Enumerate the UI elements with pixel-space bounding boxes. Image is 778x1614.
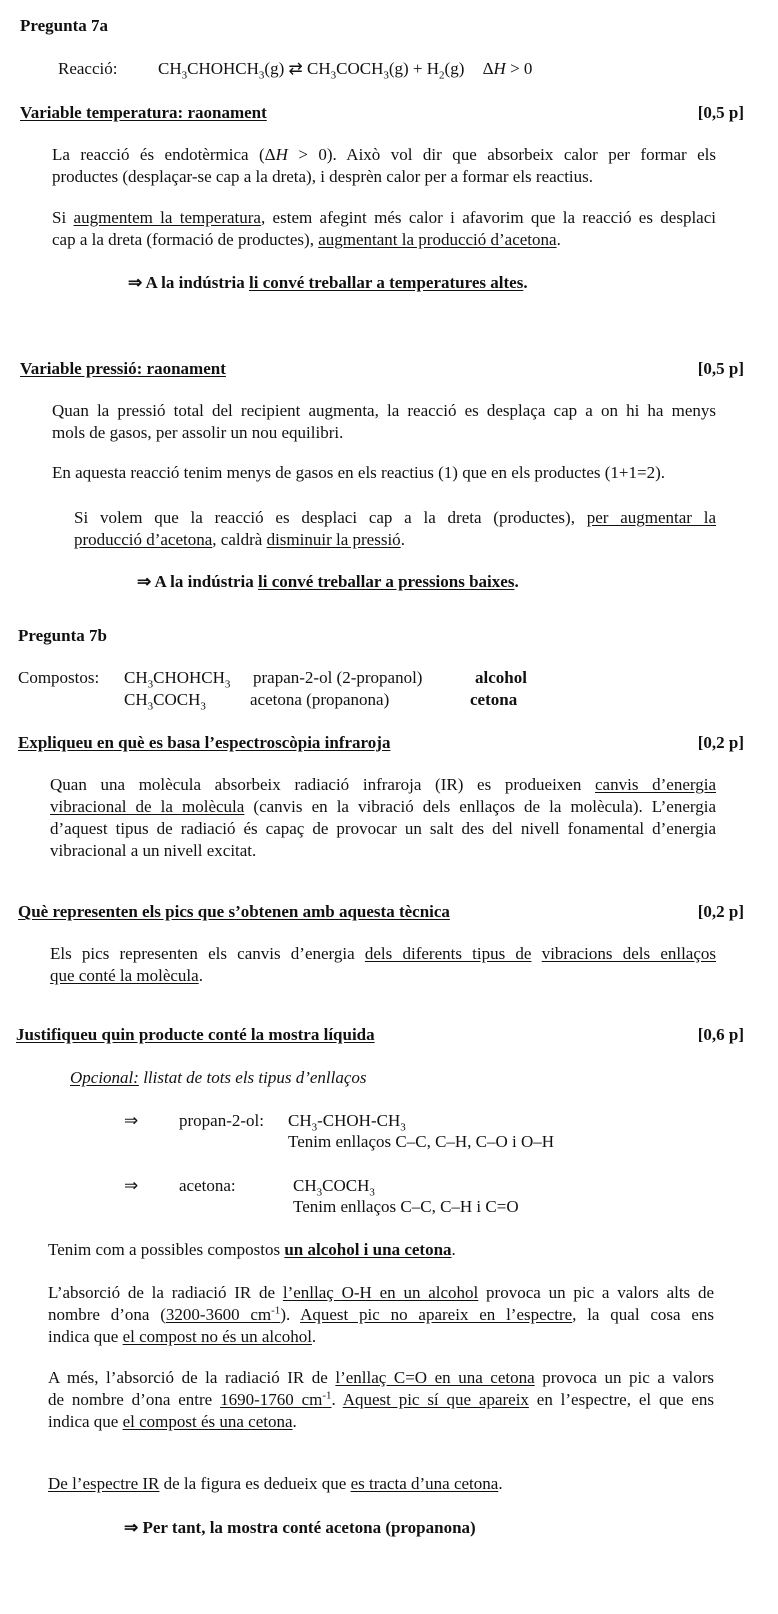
spectrum-deduction: De l’espectre IR de la figura es dedueix que es tracta d’una cetona.	[48, 1474, 503, 1493]
peaks-paragraph: Els pics representen els canvis d’energia dels diferents tipus de vibracions dels enllaços que conté la molècula.	[50, 944, 717, 985]
enthalpy-condition: ΔH > 0	[482, 59, 533, 78]
temperature-conclusion: ⇒ A la indústria li convé treballar a temperatures altes.	[128, 273, 528, 292]
co-absorption-paragraph: A més, l’absorció de la radiació IR de l’enllaç C=O en una cetona provoca un pic a valors de nombre d’ona entre 1690-1760 $cm^{-1}$. Aquest pic sí que apareix en l’espectre, el que ens indica que el compost és una cetona.	[48, 1368, 714, 1431]
compound-1-name: prapan-2-ol (2-propanol)	[253, 668, 423, 687]
justify-score: [0,6 p]	[697, 1025, 744, 1044]
reaction-label: Reacció:	[58, 59, 118, 78]
acetone-bonds: Tenim enllaços C–C, C–H i C=O	[293, 1197, 519, 1216]
temperature-score: [0,5 p]	[697, 103, 744, 122]
pressure-score: [0,5 p]	[697, 359, 744, 378]
pressure-heading: Variable pressió: raonament	[20, 359, 226, 378]
justify-heading: Justifiqueu quin producte conté la mostra líquida	[16, 1025, 375, 1044]
compound-2-formula: $CH_3COCH_3$	[124, 690, 206, 713]
compound-2-name: acetona (propanona)	[250, 690, 390, 709]
question-7a-title: Pregunta 7a	[20, 16, 108, 35]
peaks-heading: Què representen els pics que s’obtenen amb aquesta tècnica	[18, 902, 450, 921]
pressure-paragraph-2: En aquesta reacció tenim menys de gasos en els reactius (1) que en els productes (1+1=2).	[52, 463, 666, 482]
pressure-paragraph-1: Quan la pressió total del recipient augmenta, la reacció es desplaça cap a on hi ha menys mols de gasos, per assolir un nou equilibri.	[52, 401, 716, 442]
implies-arrow-icon: ⇒	[124, 1518, 139, 1537]
final-conclusion: ⇒ Per tant, la mostra conté acetona (propanona)	[124, 1518, 476, 1537]
propanol-formula: $CH_3-CHOH-CH_3$	[288, 1111, 406, 1134]
pressure-paragraph-3: Si volem que la reacció es desplaci cap a la dreta (productes), per augmentar la producció d’acetona, caldrà disminuir la pressió.	[74, 508, 716, 549]
oh-absorption-paragraph: L’absorció de la radiació IR de l’enllaç O-H en un alcohol provoca un pic a valors alts de nombre d’ona (3200-3600 $cm^{-1}$). Aquest pic no apareix en l’espectre, la qual cosa ens indica que el compost no és un alcohol.	[48, 1283, 715, 1346]
pressure-conclusion: ⇒ A la indústria li convé treballar a pressions baixes.	[137, 572, 519, 591]
compound-2-type: cetona	[470, 690, 518, 709]
propanol-label: propan-2-ol:	[179, 1111, 264, 1130]
ir-paragraph: Quan una molècula absorbeix radiació infraroja (IR) es produeixen canvis d’energia vibracional de la molècula (canvis en la vibració dels enllaços de la molècula). L’energia d’aquest tipus de radiació és capaç de provocar un salt des del nivell fonamental d’energia vibracional a un nivell excitat.	[50, 775, 716, 860]
compounds-label: Compostos:	[18, 668, 100, 687]
peaks-score: [0,2 p]	[697, 902, 744, 921]
temperature-heading: Variable temperatura: raonament	[20, 103, 267, 122]
reaction-equation: $CH_3CHOHCH_3(g)$ ⇄ $CH_3COCH_3(g) + H_2(g) \Delta H > 0$	[158, 59, 533, 82]
arrow-icon: ⇒	[124, 1176, 139, 1195]
implies-arrow-icon: ⇒	[128, 273, 143, 292]
propanol-bonds: Tenim enllaços C–C, C–H, C–O i O–H	[288, 1132, 555, 1151]
compound-1-type: alcohol	[475, 668, 527, 687]
ir-heading: Expliqueu en què es basa l’espectroscòpia infraroja	[18, 733, 391, 752]
implies-arrow-icon: ⇒	[137, 572, 152, 591]
ir-score: [0,2 p]	[697, 733, 744, 752]
question-7b-title: Pregunta 7b	[18, 626, 107, 645]
temperature-paragraph-2: Si augmentem la temperatura, estem afegint més calor i afavorim que la reacció es desplaci cap a la dreta (formació de productes), augmentant la producció d’acetona.	[52, 208, 716, 249]
optional-note: Opcional: llistat de tots els tipus d’enllaços	[70, 1068, 367, 1087]
arrow-icon: ⇒	[124, 1111, 139, 1130]
compound-1-formula: $CH_3CHOHCH_3$	[124, 668, 231, 691]
possible-compounds: Tenim com a possibles compostos un alcohol i una cetona.	[48, 1240, 456, 1259]
acetone-formula: $CH_3COCH_3$	[293, 1176, 375, 1199]
temperature-paragraph-1: La reacció és endotèrmica (ΔH > 0). Això vol dir que absorbeix calor per formar els productes (desplaçar-se cap a la dreta), i desprèn calor per a formar els reactius.	[52, 145, 717, 186]
acetone-label: acetona:	[179, 1176, 236, 1195]
